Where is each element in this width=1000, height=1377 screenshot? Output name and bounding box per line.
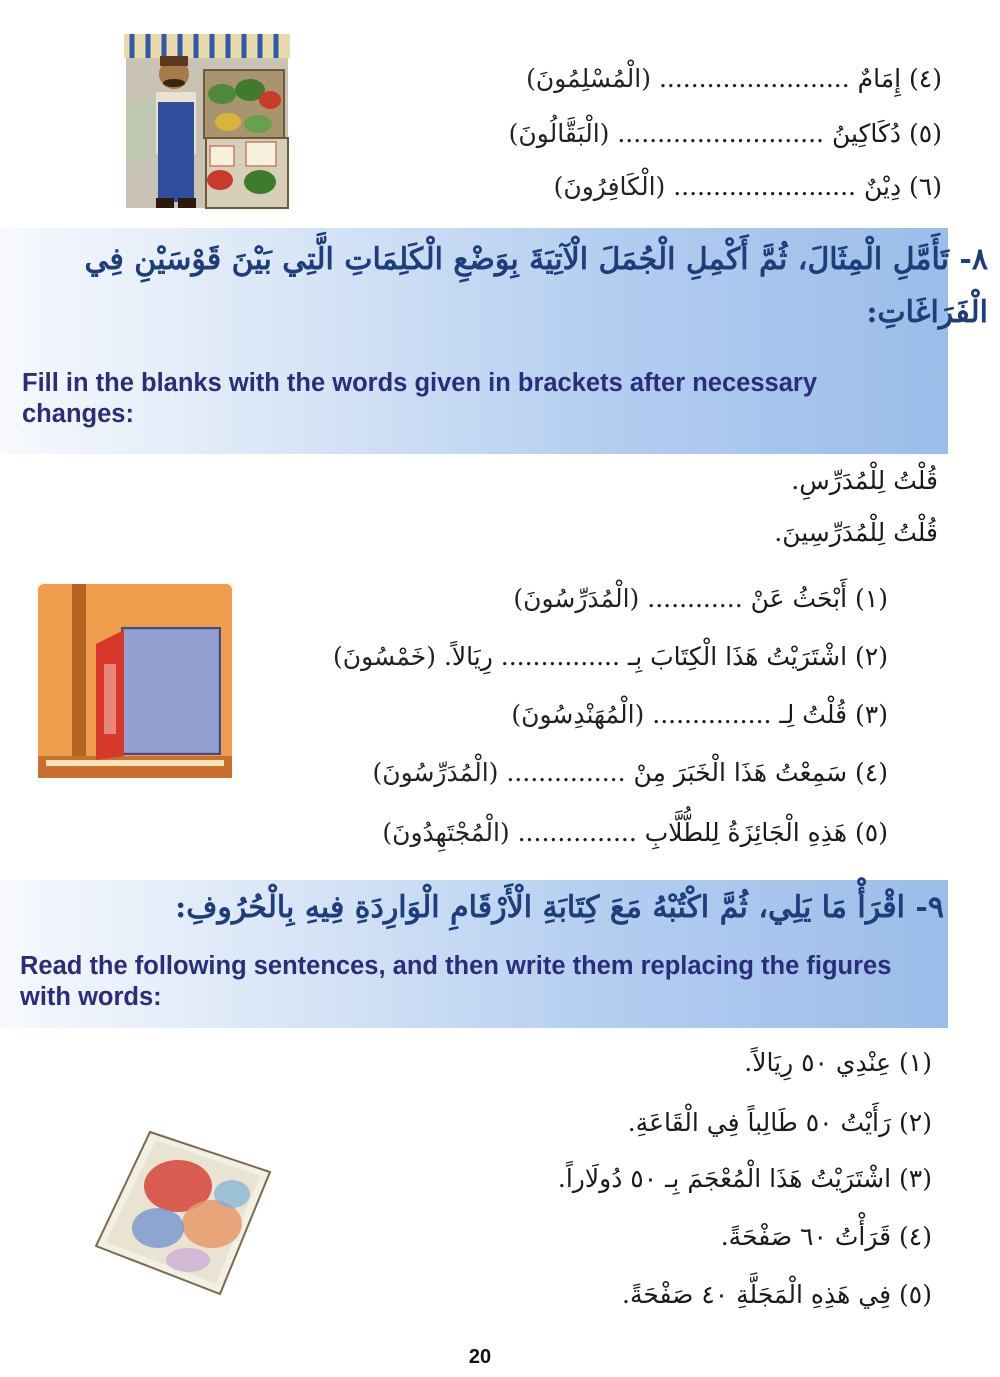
list-item bbox=[628, 1108, 932, 1138]
item-number: (١) bbox=[855, 584, 888, 613]
list-item bbox=[509, 119, 942, 149]
item-number: (٦) bbox=[909, 172, 942, 201]
bracket-hint: (الْمُهَنْدِسُونَ) bbox=[511, 700, 645, 729]
blank-dots: .......................... bbox=[617, 119, 824, 148]
item-number: (٤) bbox=[909, 64, 942, 93]
bracket-hint: (الْمُجْتَهِدُونَ) bbox=[382, 818, 510, 847]
item-number: (٥) bbox=[909, 119, 942, 148]
bracket-hint: (الْكَافِرُونَ) bbox=[553, 172, 666, 201]
list-item bbox=[333, 642, 888, 672]
list-item bbox=[526, 64, 942, 94]
bracket-hint: (الْمُدَرِّسُونَ) bbox=[513, 584, 640, 613]
item-word: دُكَاكِينُ bbox=[831, 119, 902, 148]
item-text: عِنْدِي ٥٠ رِيَالاً. bbox=[744, 1048, 892, 1077]
item-text: أَبْحَثُ عَنْ ............ bbox=[647, 584, 848, 613]
example-sentence: قُلْتُ لِلْمُدَرِّسِ. bbox=[791, 466, 938, 495]
example-sentence: قُلْتُ لِلْمُدَرِّسِينَ. bbox=[774, 518, 938, 547]
list-item bbox=[622, 1280, 932, 1310]
item-text: سَمِعْتُ هَذَا الْخَبَرَ مِنْ ............... bbox=[506, 758, 848, 787]
item-text: اشْتَرَيْتُ هَذَا الْكِتَابَ بِـ ............... رِيَالاً. bbox=[443, 642, 848, 671]
item-number: (١) bbox=[899, 1048, 932, 1077]
item-number: (٤) bbox=[899, 1222, 932, 1251]
exercise9-heading-english: Read the following sentences, and then write them replacing the figures with words: bbox=[20, 952, 892, 1011]
grocer-shop-illustration bbox=[118, 30, 296, 215]
item-number: (٣) bbox=[899, 1164, 932, 1193]
item-number: (٢) bbox=[855, 642, 888, 671]
item-word: إِمَامٌ bbox=[857, 64, 902, 93]
exercise8-heading-arabic: ٨- تَأَمَّلِ الْمِثَالَ، ثُمَّ أَكْمِلِ الْجُمَلَ الْآتِيَةَ بِوَضْعِ الْكَلِمَاتِ الَّتِي بَيْنَ قَوْسَيْنِ فِي الْفَرَاغَاتِ: bbox=[84, 242, 988, 330]
bracket-hint: (الْمُدَرِّسُونَ) bbox=[372, 758, 499, 787]
item-number: (٥) bbox=[855, 818, 888, 847]
book-illustration bbox=[38, 584, 232, 778]
list-item bbox=[744, 1048, 932, 1078]
list-item bbox=[511, 700, 888, 730]
item-word: دِيْنٌ bbox=[863, 172, 902, 201]
item-text: رَأَيْتُ ٥٠ طَالِباً فِي الْقَاعَةِ. bbox=[627, 1108, 892, 1137]
item-text: هَذِهِ الْجَائِزَةُ لِلطُّلَّابِ ............... bbox=[517, 818, 848, 847]
magazine-illustration bbox=[92, 1128, 274, 1298]
bracket-hint: (خَمْسُونَ) bbox=[333, 642, 436, 671]
list-item bbox=[721, 1222, 932, 1252]
item-number: (٥) bbox=[899, 1280, 932, 1309]
list-item bbox=[554, 172, 942, 202]
bracket-hint: (الْمُسْلِمُونَ) bbox=[526, 64, 651, 93]
exercise8-heading-english: Fill in the blanks with the words given in brackets after necessary changes: bbox=[22, 369, 817, 428]
item-number: (٣) bbox=[855, 700, 888, 729]
blank-dots: ........................ bbox=[658, 64, 850, 93]
item-text: فِي هَذِهِ الْمَجَلَّةِ ٤٠ صَفْحَةً. bbox=[622, 1280, 892, 1309]
list-item bbox=[558, 1164, 932, 1194]
item-text: قُلْتُ لِـ ............... bbox=[652, 700, 848, 729]
item-number: (٤) bbox=[855, 758, 888, 787]
page-number: 20 bbox=[468, 1346, 492, 1368]
list-item bbox=[372, 758, 888, 788]
bracket-hint: (الْبَقَّالُونَ) bbox=[508, 119, 610, 148]
item-number: (٢) bbox=[899, 1108, 932, 1137]
list-item bbox=[513, 584, 888, 614]
item-text: اشْتَرَيْتُ هَذَا الْمُعْجَمَ بِـ ٥٠ دُولَاراً. bbox=[557, 1164, 892, 1193]
item-text: قَرَأْتُ ٦٠ صَفْحَةً. bbox=[720, 1222, 892, 1251]
list-item bbox=[382, 818, 888, 848]
exercise9-heading-arabic: ٩- اقْرَأْ مَا يَلِي، ثُمَّ اكْتُبْهُ مَعَ كِتَابَةِ الْأَرْقَامِ الْوَارِدَةِ فِيهِ بِالْحُرُوفِ: bbox=[175, 890, 944, 925]
blank-dots: ....................... bbox=[673, 172, 856, 201]
